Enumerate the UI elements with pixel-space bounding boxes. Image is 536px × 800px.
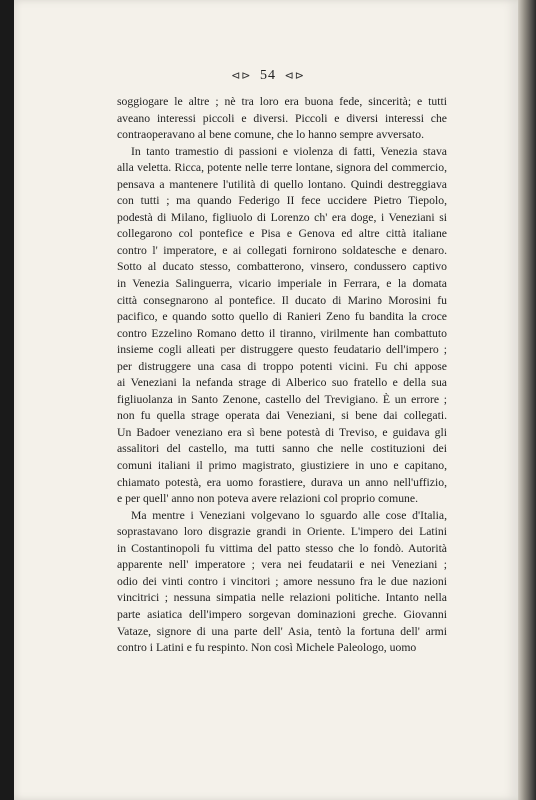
page-edge-shadow — [518, 0, 536, 800]
text-line: e per quell' anno non poteva avere relazioni col proprio comune. — [117, 492, 418, 506]
text-line: figliuolanza in Santo Zenone, castello del Trevigiano. È un errore ; — [117, 392, 447, 406]
text-line: aveano interessi piccoli e diversi. Piccoli e diversi interessi che — [117, 111, 447, 125]
text-line: apparente nell' imperatore ; vera nei feudatarii e nei Veneziani ; — [117, 558, 447, 572]
text-line: podestà di Milano, figliuolo di Lorenzo ch' era doge, i Veneziani si — [117, 210, 447, 224]
text-line: soggiogare le altre ; nè tra loro era buona fede, sincerità; e tutti — [117, 95, 447, 108]
text-line: parte asiatica dell'impero sorgevan dominazioni greche. Giovanni — [117, 607, 447, 621]
paragraph — [117, 94, 447, 144]
text-line: Un Badoer veneziano era sì bene potestà di Treviso, e guidava gli — [117, 425, 447, 439]
text-line: assalitori del castello, ma tutti sanno che nelle costituzioni dei — [117, 442, 447, 456]
text-line: alla veletta. Ricca, potente nelle terre lontane, signora del commercio, — [117, 161, 447, 175]
text-line: contro i Latini e fu respinto. Non così Michele Paleologo, uomo — [117, 641, 417, 655]
text-line: non fu quella strage operata dai Veneziani, si bene dai collegati. — [117, 409, 447, 423]
text-line: pacifico, e quando sotto quello di Ranieri Zeno fu bandita la croce — [117, 310, 447, 324]
header-ornament-right: ⊲⊳ — [284, 70, 305, 82]
text-line: comuni italiani il primo magistrato, giustiziere in uno e capitano, — [117, 459, 447, 473]
text-line: con tutti ; ma quando Federigo II fece uccidere Pietro Tiepolo, — [117, 194, 447, 208]
text-line: Sotto al ducato stesso, combatterono, vinsero, condussero captivo — [117, 260, 447, 274]
text-line: chiamato potestà, era uomo forastiere, durava un anno nell'uffizio, — [117, 475, 447, 489]
paragraph — [117, 508, 447, 657]
text-line: città consegnarono al pontefice. Il ducato di Marino Morosini fu — [117, 293, 447, 307]
header-ornament-left: ⊲⊳ — [231, 70, 252, 82]
text-line: in Venezia Salinguerra, vicario imperiale in Ferrara, e la domata — [117, 277, 447, 291]
page-number: 54 — [260, 68, 276, 83]
text-line: pensava a mantenere l'utilità di quello lontano. Quindi destreggiava — [117, 177, 447, 191]
text-line: ai Veneziani la nefanda strage di Alberico suo fratello e della sua — [117, 376, 447, 390]
paragraph — [117, 144, 447, 508]
text-line: in Costantinopoli fu vittima del patto stesso che lo fondò. Autorità — [117, 541, 447, 555]
text-line: soprastavano loro disgrazie grandi in Oriente. L'impero dei Latini — [117, 525, 447, 539]
text-line: contro Ezzelino Romano detto il tiranno, virilmente han combattuto — [117, 326, 447, 340]
body-text — [117, 94, 447, 657]
text-line: vincitrici ; nessuna simpatia nelle relazioni politiche. Intanto nella — [117, 591, 447, 605]
text-line: collegarono col pontefice e Pisa e Genova ed altre città italiane — [117, 227, 447, 241]
text-line: insieme cogli alleati per distruggere questo feudatario dell'impero ; — [117, 343, 447, 357]
text-line: per distruggere una casa di troppo potenti vicini. Fu chi appose — [117, 359, 447, 373]
text-line: contro l' imperatore, e ai collegati fornirono soldatesche e denaro. — [117, 243, 447, 257]
page-header — [0, 68, 536, 84]
text-line: contraoperavano al bene comune, che lo hanno sempre avversato. — [117, 128, 424, 142]
text-line: odio dei vinti contro i vincitori ; amore nessuno fra le due nazioni — [117, 574, 447, 588]
text-line: In tanto tramestio di passioni e violenza di fatti, Venezia stava — [131, 144, 447, 158]
text-line: Ma mentre i Veneziani volgevano lo sguardo alle cose d'Italia, — [131, 508, 447, 522]
text-line: Vataze, signore di una parte dell' Asia, tentò la fortuna dell' armi — [117, 624, 447, 638]
